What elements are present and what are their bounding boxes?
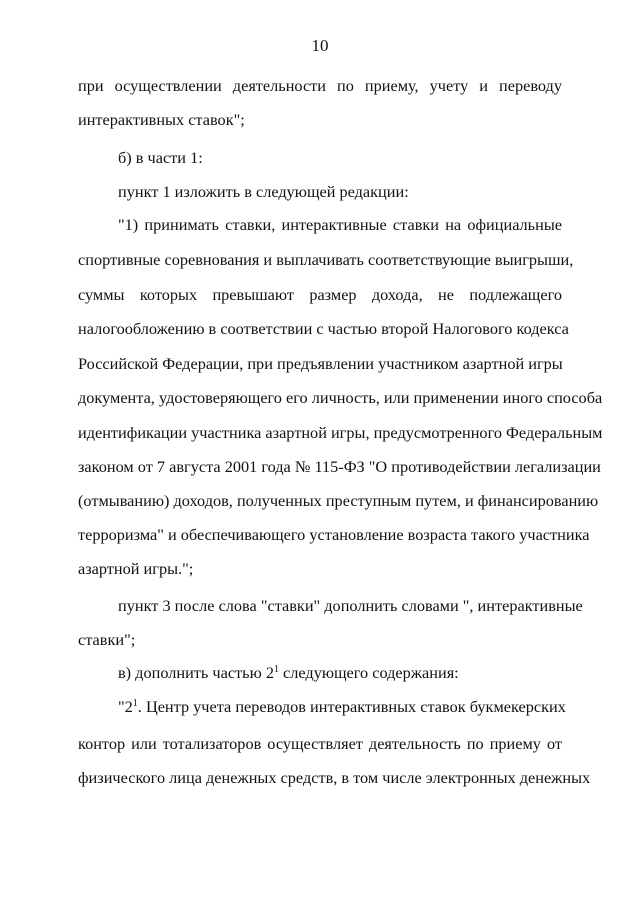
text-segment: "2 bbox=[118, 697, 133, 716]
text-line bbox=[118, 697, 566, 717]
text-line: Российской Федерации, при предъявлении участником азартной игры bbox=[78, 354, 563, 373]
text-line: контор или тотализаторов осуществляет деятельность по приему от bbox=[78, 734, 562, 753]
text-line: при осуществлении деятельности по приему, учету и переводу bbox=[78, 76, 562, 95]
text-line: интерактивных ставок"; bbox=[78, 110, 245, 129]
page-number: 10 bbox=[311, 36, 329, 55]
text-line: пункт 3 после слова "ставки" дополнить словами ", интерактивные bbox=[118, 596, 583, 615]
text-line: терроризма" и обеспечивающего установление возраста такого участника bbox=[78, 525, 590, 544]
text-line: налогообложению в соответствии с частью второй Налогового кодекса bbox=[78, 319, 569, 338]
text-line: ставки"; bbox=[78, 630, 136, 649]
text-line: физического лица денежных средств, в том числе электронных денежных bbox=[78, 768, 591, 787]
text-line: азартной игры."; bbox=[78, 559, 194, 578]
text-segment: в) дополнить частью 2 bbox=[118, 663, 274, 682]
text-line: "1) принимать ставки, интерактивные ставки на официальные bbox=[118, 215, 562, 234]
text-line: пункт 1 изложить в следующей редакции: bbox=[118, 182, 409, 201]
superscript: 1 bbox=[273, 664, 279, 675]
text-line: документа, удостоверяющего его личность, или применении иного способа bbox=[78, 388, 603, 407]
text-line: (отмыванию) доходов, полученных преступным путем, и финансированию bbox=[78, 491, 599, 510]
text-line: б) в части 1: bbox=[118, 148, 203, 167]
superscript: 1 bbox=[132, 698, 138, 709]
text-line: законом от 7 августа 2001 года № 115-ФЗ "О противодействии легализации bbox=[78, 457, 601, 476]
text-segment: . Центр учета переводов интерактивных ставок букмекерских bbox=[137, 697, 566, 716]
text-line: суммы которых превышают размер дохода, не подлежащего bbox=[78, 285, 562, 304]
text-line bbox=[118, 663, 562, 683]
text-line: идентификации участника азартной игры, предусмотренного Федеральным bbox=[78, 423, 603, 442]
text-segment: следующего содержания: bbox=[283, 663, 459, 682]
text-line: спортивные соревнования и выплачивать соответствующие выигрыши, bbox=[78, 250, 574, 269]
